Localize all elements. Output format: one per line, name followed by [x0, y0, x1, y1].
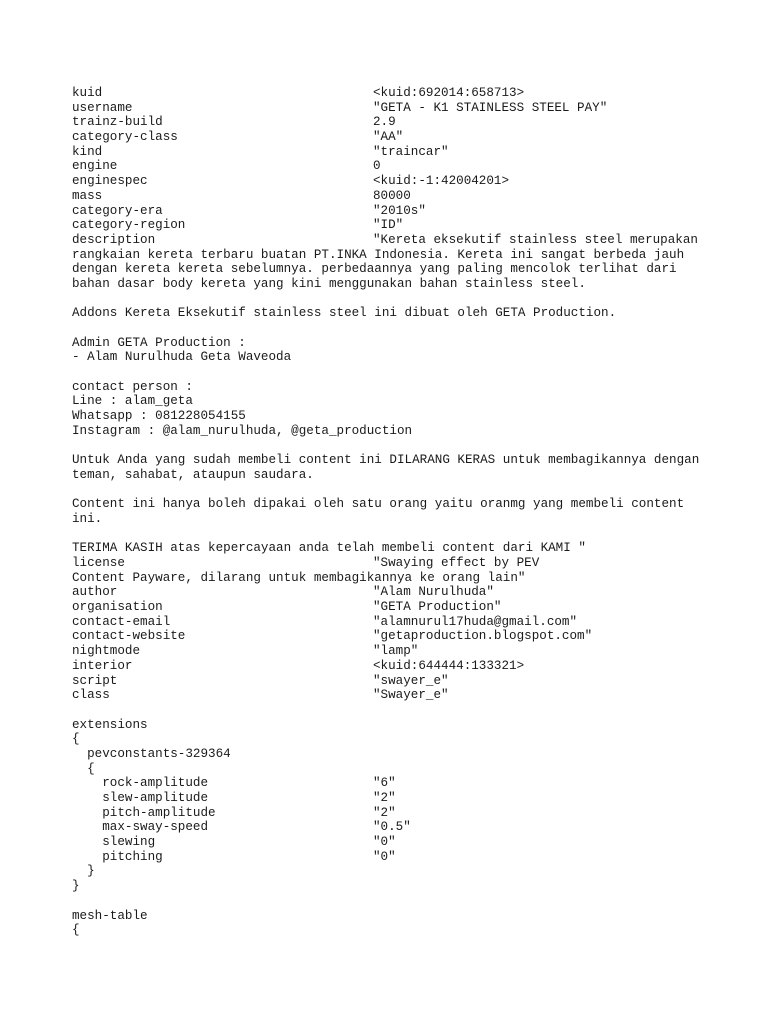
- field-interior: [72, 659, 712, 674]
- field-value: 2.9: [373, 115, 396, 130]
- field-value: "Kereta eksekutif stainless steel merupakan: [373, 232, 698, 247]
- inner-open-brace: {: [72, 761, 95, 776]
- field-value: "ID": [373, 218, 404, 233]
- blank-line: [72, 703, 712, 718]
- field-value: "Swaying effect by PEV: [373, 556, 540, 570]
- field-contact-email: [72, 615, 712, 630]
- field-key: nightmode: [72, 644, 141, 659]
- param-key: rock-amplitude: [72, 776, 209, 791]
- mesh-table-open-brace: {: [72, 923, 80, 938]
- field-value: "GETA Production": [373, 600, 502, 615]
- field-key: kuid: [72, 86, 103, 100]
- blank-line: [72, 292, 712, 307]
- field-key: class: [72, 688, 110, 703]
- warning-line: teman, sahabat, ataupun saudara.: [72, 467, 314, 482]
- blank-line: [72, 365, 712, 380]
- contact-line: contact person :: [72, 379, 193, 394]
- warning-line: Untuk Anda yang sudah membeli content ini DILARANG KERAS untuk membagikannya dengan: [72, 453, 700, 468]
- field-value: "2010s": [373, 203, 426, 218]
- field-value: <kuid:644444:133321>: [373, 658, 525, 673]
- field-key: kind: [72, 144, 103, 159]
- inner-close-brace: }: [72, 864, 95, 879]
- field-license: [72, 556, 712, 571]
- field-value: <kuid:692014:658713>: [373, 86, 525, 100]
- blank-line: [72, 483, 712, 498]
- field-trainz-build: [72, 115, 712, 130]
- close-brace: }: [72, 879, 80, 894]
- field-description: [72, 233, 712, 248]
- field-mass: [72, 189, 712, 204]
- description-line: rangkaian kereta terbaru buatan PT.INKA Indonesia. Kereta ini sangat berbeda jauh: [72, 247, 685, 262]
- field-value: "Alam Nurulhuda": [373, 585, 494, 600]
- param-key: pitch-amplitude: [72, 805, 216, 820]
- field-value: 0: [373, 159, 381, 174]
- field-value: "lamp": [373, 644, 419, 659]
- field-key: license: [72, 556, 125, 570]
- field-enginespec: [72, 174, 712, 189]
- field-value: <kuid:-1:42004201>: [373, 174, 510, 189]
- field-class: [72, 688, 712, 703]
- param-pitching: [72, 850, 712, 865]
- param-value: "0": [373, 849, 396, 864]
- param-pitch-amplitude: [72, 806, 712, 821]
- field-key: enginespec: [72, 174, 148, 189]
- contact-line: Instagram : @alam_nurulhuda, @geta_production: [72, 423, 413, 438]
- license-continuation: Content Payware, dilarang untuk membagikannya ke orang lain": [72, 570, 526, 585]
- field-key: category-region: [72, 218, 186, 233]
- param-max-sway-speed: [72, 820, 712, 835]
- param-value: "0.5": [373, 820, 411, 835]
- field-value: 80000: [373, 188, 411, 203]
- param-key: max-sway-speed: [72, 820, 209, 835]
- field-key: username: [72, 100, 133, 115]
- param-slew-amplitude: [72, 791, 712, 806]
- field-category-era: [72, 204, 712, 219]
- extensions-label: extensions: [72, 717, 148, 732]
- admin-line: Admin GETA Production :: [72, 335, 246, 350]
- param-rock-amplitude: [72, 776, 712, 791]
- usage-line: ini.: [72, 511, 103, 526]
- field-key: interior: [72, 658, 133, 673]
- contact-line: Whatsapp : 081228054155: [72, 409, 246, 424]
- field-key: author: [72, 585, 118, 600]
- field-value: "getaproduction.blogspot.com": [373, 629, 593, 644]
- open-brace: {: [72, 732, 80, 747]
- blank-line: [72, 527, 712, 542]
- field-category-region: [72, 218, 712, 233]
- param-key: pitching: [72, 849, 163, 864]
- field-value: "alamnurul17huda@gmail.com": [373, 614, 578, 629]
- blank-line: [72, 321, 712, 336]
- blank-line: [72, 894, 712, 909]
- field-value: "AA": [373, 130, 404, 145]
- field-key: organisation: [72, 600, 163, 615]
- field-category-class: [72, 130, 712, 145]
- param-value: "2": [373, 791, 396, 805]
- field-value: "traincar": [373, 144, 449, 159]
- description-line: bahan dasar body kereta yang kini menggunakan bahan stainless steel.: [72, 276, 586, 291]
- field-kind: [72, 145, 712, 160]
- field-script: [72, 674, 712, 689]
- field-key: script: [72, 673, 118, 688]
- field-key: mass: [72, 188, 103, 203]
- blank-line: [72, 439, 712, 454]
- field-value: "GETA - K1 STAINLESS STEEL PAY": [373, 100, 608, 115]
- field-contact-website: [72, 629, 712, 644]
- field-value: "Swayer_e": [373, 688, 449, 703]
- field-key: category-era: [72, 203, 163, 218]
- param-value: "0": [373, 835, 396, 850]
- field-organisation: [72, 600, 712, 615]
- field-key: engine: [72, 159, 118, 174]
- usage-line: Content ini hanya boleh dipakai oleh satu orang yaitu oranmg yang membeli content: [72, 497, 685, 512]
- field-key: description: [72, 232, 156, 247]
- thanks-line: TERIMA KASIH atas kepercayaan anda telah membeli content dari KAMI ": [72, 541, 586, 556]
- param-key: slew-amplitude: [72, 791, 209, 805]
- field-key: contact-website: [72, 629, 186, 644]
- param-key: slewing: [72, 835, 156, 850]
- param-value: "6": [373, 776, 396, 791]
- config-document: [72, 86, 712, 938]
- pevconstants-label: pevconstants-329364: [72, 746, 231, 761]
- param-slewing: [72, 835, 712, 850]
- addons-line: Addons Kereta Eksekutif stainless steel ini dibuat oleh GETA Production.: [72, 306, 617, 321]
- field-author: [72, 585, 712, 600]
- admin-line: - Alam Nurulhuda Geta Waveoda: [72, 350, 292, 365]
- field-value: "swayer_e": [373, 673, 449, 688]
- param-value: "2": [373, 805, 396, 820]
- field-username: [72, 101, 712, 116]
- field-key: trainz-build: [72, 115, 163, 130]
- mesh-table-label: mesh-table: [72, 908, 148, 923]
- field-engine: [72, 159, 712, 174]
- field-nightmode: [72, 644, 712, 659]
- contact-line: Line : alam_geta: [72, 394, 193, 409]
- field-kuid: [72, 86, 712, 101]
- field-key: contact-email: [72, 614, 171, 629]
- description-line: dengan kereta kereta sebelumnya. perbedaannya yang paling mencolok terlihat dari: [72, 262, 677, 277]
- field-key: category-class: [72, 130, 178, 145]
